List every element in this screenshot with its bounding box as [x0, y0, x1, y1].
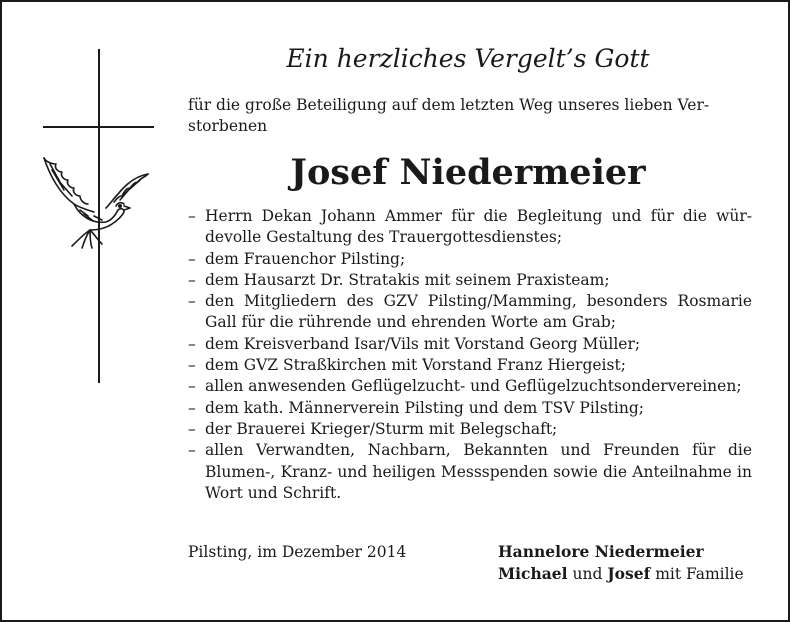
dove-icon	[40, 154, 152, 250]
place-date: Pilsting, im Dezember 2014	[188, 543, 407, 561]
headline: Ein herzliches Vergelt’s Gott	[286, 44, 650, 73]
signer-name-2: Josef	[607, 564, 651, 583]
signer-name-1: Michael	[498, 564, 568, 583]
signer-suffix: mit Familie	[655, 565, 744, 583]
list-item: – den Mitgliedern des GZV Pilsting/Mamming, besonders Rosmarie Gall für die rührende und ehrenden Worte am Grab;	[188, 291, 752, 334]
intro-text: für die große Beteiligung auf dem letzten Weg unseres lieben Verstorbenen	[188, 96, 710, 135]
list-item: – dem Kreisverband Isar/Vils mit Vorstand Georg Müller;	[188, 334, 752, 355]
signer-primary: Hannelore Niedermeier	[498, 542, 704, 561]
cross-icon-crossbar	[43, 126, 154, 128]
signer-conj: und	[572, 565, 603, 583]
list-item: – dem Hausarzt Dr. Stratakis mit seinem Praxisteam;	[188, 270, 752, 291]
list-item: – dem Frauenchor Pilsting;	[188, 249, 752, 270]
list-item: – allen anwesenden Geflügelzucht- und Geflügelzuchtsondervereinen;	[188, 376, 752, 397]
list-item: – dem GVZ Straßkirchen mit Vorstand Franz Hiergeist;	[188, 355, 752, 376]
list-item: – dem kath. Männerverein Pilsting und dem TSV Pilsting;	[188, 398, 752, 419]
list-item: – der Brauerei Krieger/Sturm mit Belegschaft;	[188, 419, 752, 440]
list-item: – allen Verwandten, Nachbarn, Bekannten und Freunden für die Blumen-, Kranz- und heiligen Messspenden sowie die Anteilnahme in Wort und Schrift.	[188, 440, 752, 504]
thanks-list	[188, 206, 752, 504]
list-item: – Herrn Dekan Johann Ammer für die Begleitung und für die würdevolle Gestaltung des Trauergottesdienstes;	[188, 206, 752, 249]
signature-block	[498, 541, 744, 585]
deceased-name: Josef Niedermeier	[290, 152, 646, 193]
